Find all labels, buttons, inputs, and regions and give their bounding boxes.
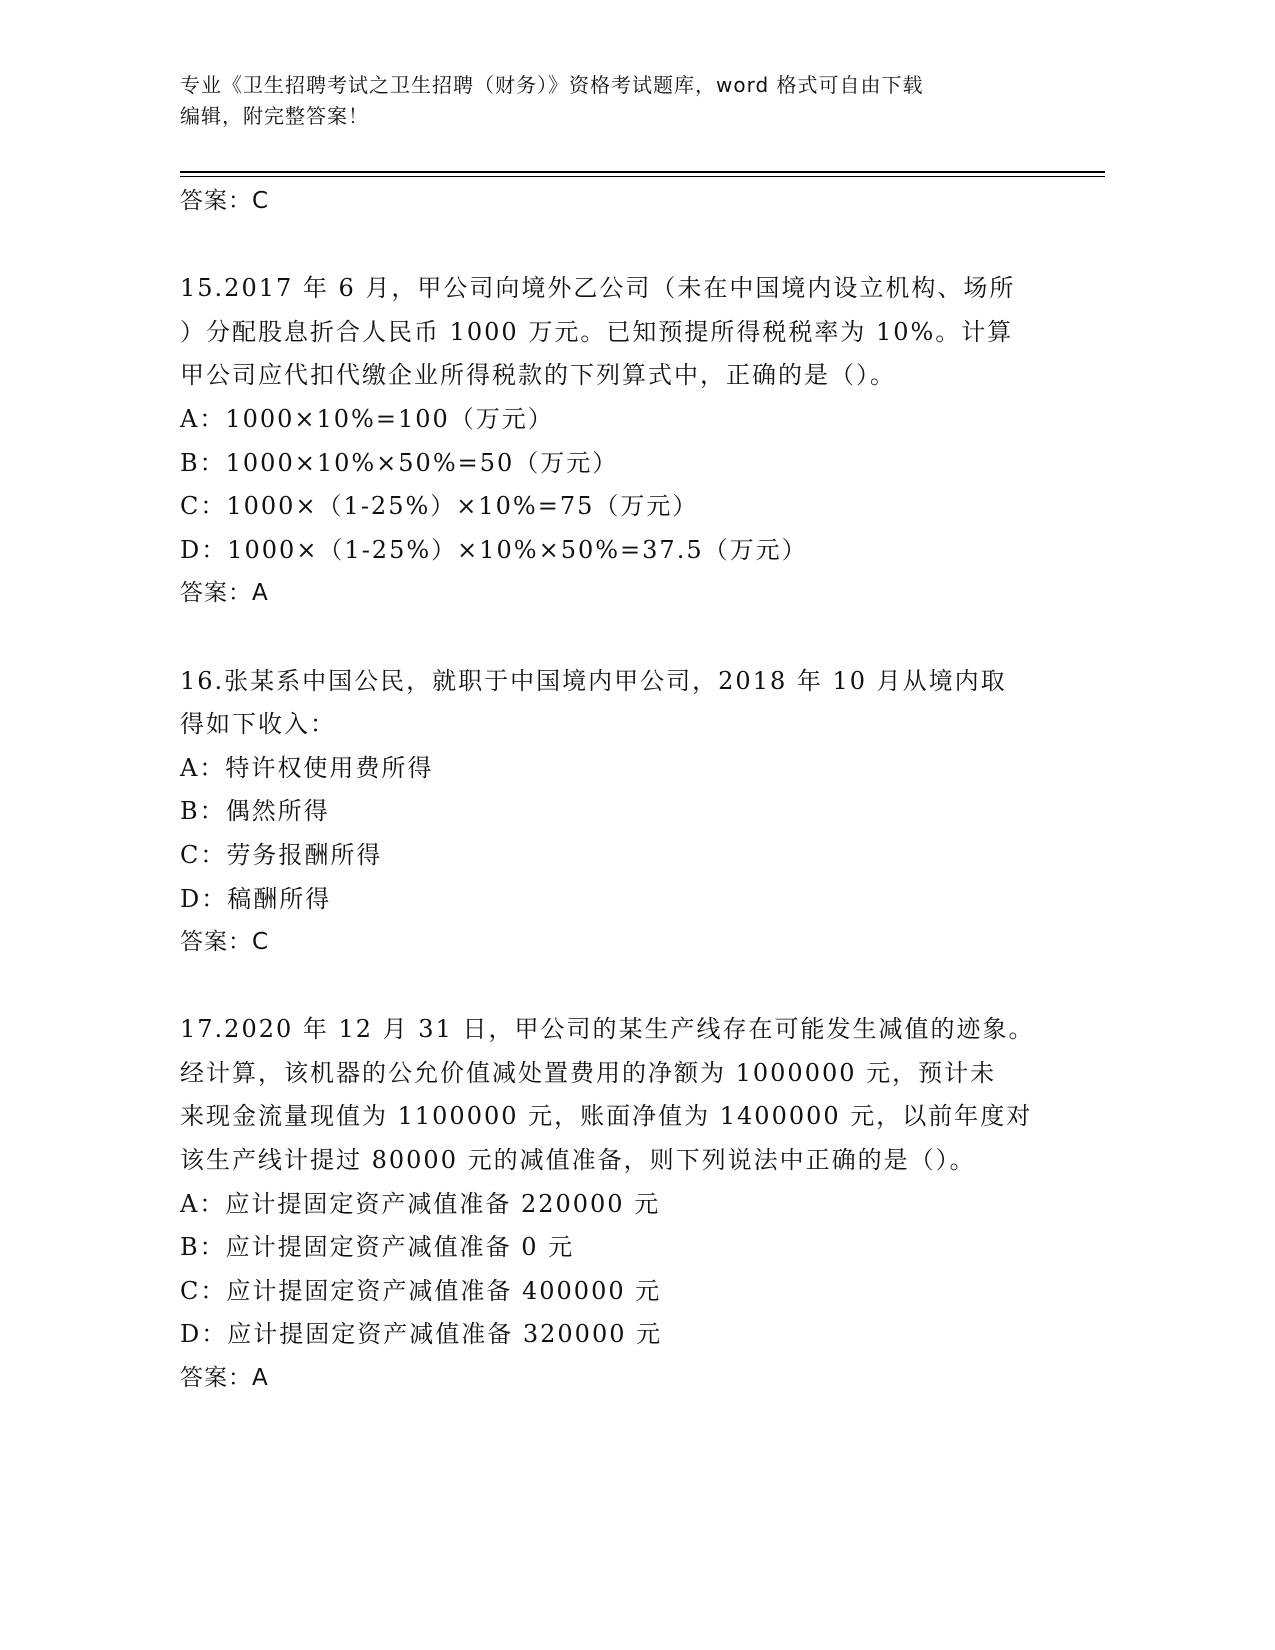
answer-line: 答案：A xyxy=(180,580,269,607)
option-d: D：应计提固定资产减值准备 320000 元 xyxy=(180,1320,663,1349)
option-a: A：特许权使用费所得 xyxy=(180,753,434,782)
option-b: B：应计提固定资产减值准备 0 元 xyxy=(180,1233,575,1262)
header-line: 专业《卫生招聘考试之卫生招聘（财务）》资格考试题库，word 格式可自由下载 xyxy=(180,73,924,97)
option-b: B：偶然所得 xyxy=(180,797,330,826)
question-17 xyxy=(180,1008,1060,1400)
question-text: 来现金流量现值为 1100000 元，账面净值为 1400000 元，以前年度对 xyxy=(180,1102,1033,1131)
question-text: 该生产线计提过 80000 元的减值准备，则下列说法中正确的是（）。 xyxy=(180,1146,976,1175)
question-15 xyxy=(180,267,1060,616)
question-text: 甲公司应代扣代缴企业所得税款的下列算式中，正确的是（）。 xyxy=(180,361,896,390)
option-b: B：1000×10%×50%=50（万元） xyxy=(180,448,619,477)
document-header xyxy=(180,70,1080,132)
header-divider xyxy=(180,176,1105,177)
header-line: 编辑，附完整答案！ xyxy=(180,104,369,128)
option-a: A：1000×10%=100（万元） xyxy=(180,404,554,433)
question-text: 16.张某系中国公民，就职于中国境内甲公司，2018 年 10 月从境内取 xyxy=(180,666,1007,695)
option-d: D：稿酬所得 xyxy=(180,884,332,913)
question-text: 17.2020 年 12 月 31 日，甲公司的某生产线存在可能发生减值的迹象。 xyxy=(180,1015,1035,1044)
answer-line: 答案：A xyxy=(180,1365,269,1392)
question-text: ）分配股息折合人民币 1000 万元。已知预提所得税税率为 10%。计算 xyxy=(180,317,1014,346)
question-text: 得如下收入： xyxy=(180,710,336,739)
option-c: C：1000×（1-25%）×10%=75（万元） xyxy=(180,492,699,521)
option-d: D：1000×（1-25%）×10%×50%=37.5（万元） xyxy=(180,535,808,564)
option-a: A：应计提固定资产减值准备 220000 元 xyxy=(180,1189,661,1218)
question-text: 经计算，该机器的公允价值减处置费用的净额为 1000000 元，预计未 xyxy=(180,1058,997,1087)
option-c: C：劳务报酬所得 xyxy=(180,840,383,869)
question-text: 15.2017 年 6 月，甲公司向境外乙公司（未在中国境内设立机构、场所 xyxy=(180,274,1016,303)
question-16 xyxy=(180,660,1060,965)
header-divider xyxy=(180,171,1105,173)
answer-line: 答案：C xyxy=(180,929,270,956)
answer-line: 答案：C xyxy=(180,188,270,214)
option-c: C：应计提固定资产减值准备 400000 元 xyxy=(180,1276,662,1305)
question-list xyxy=(180,180,1060,1401)
